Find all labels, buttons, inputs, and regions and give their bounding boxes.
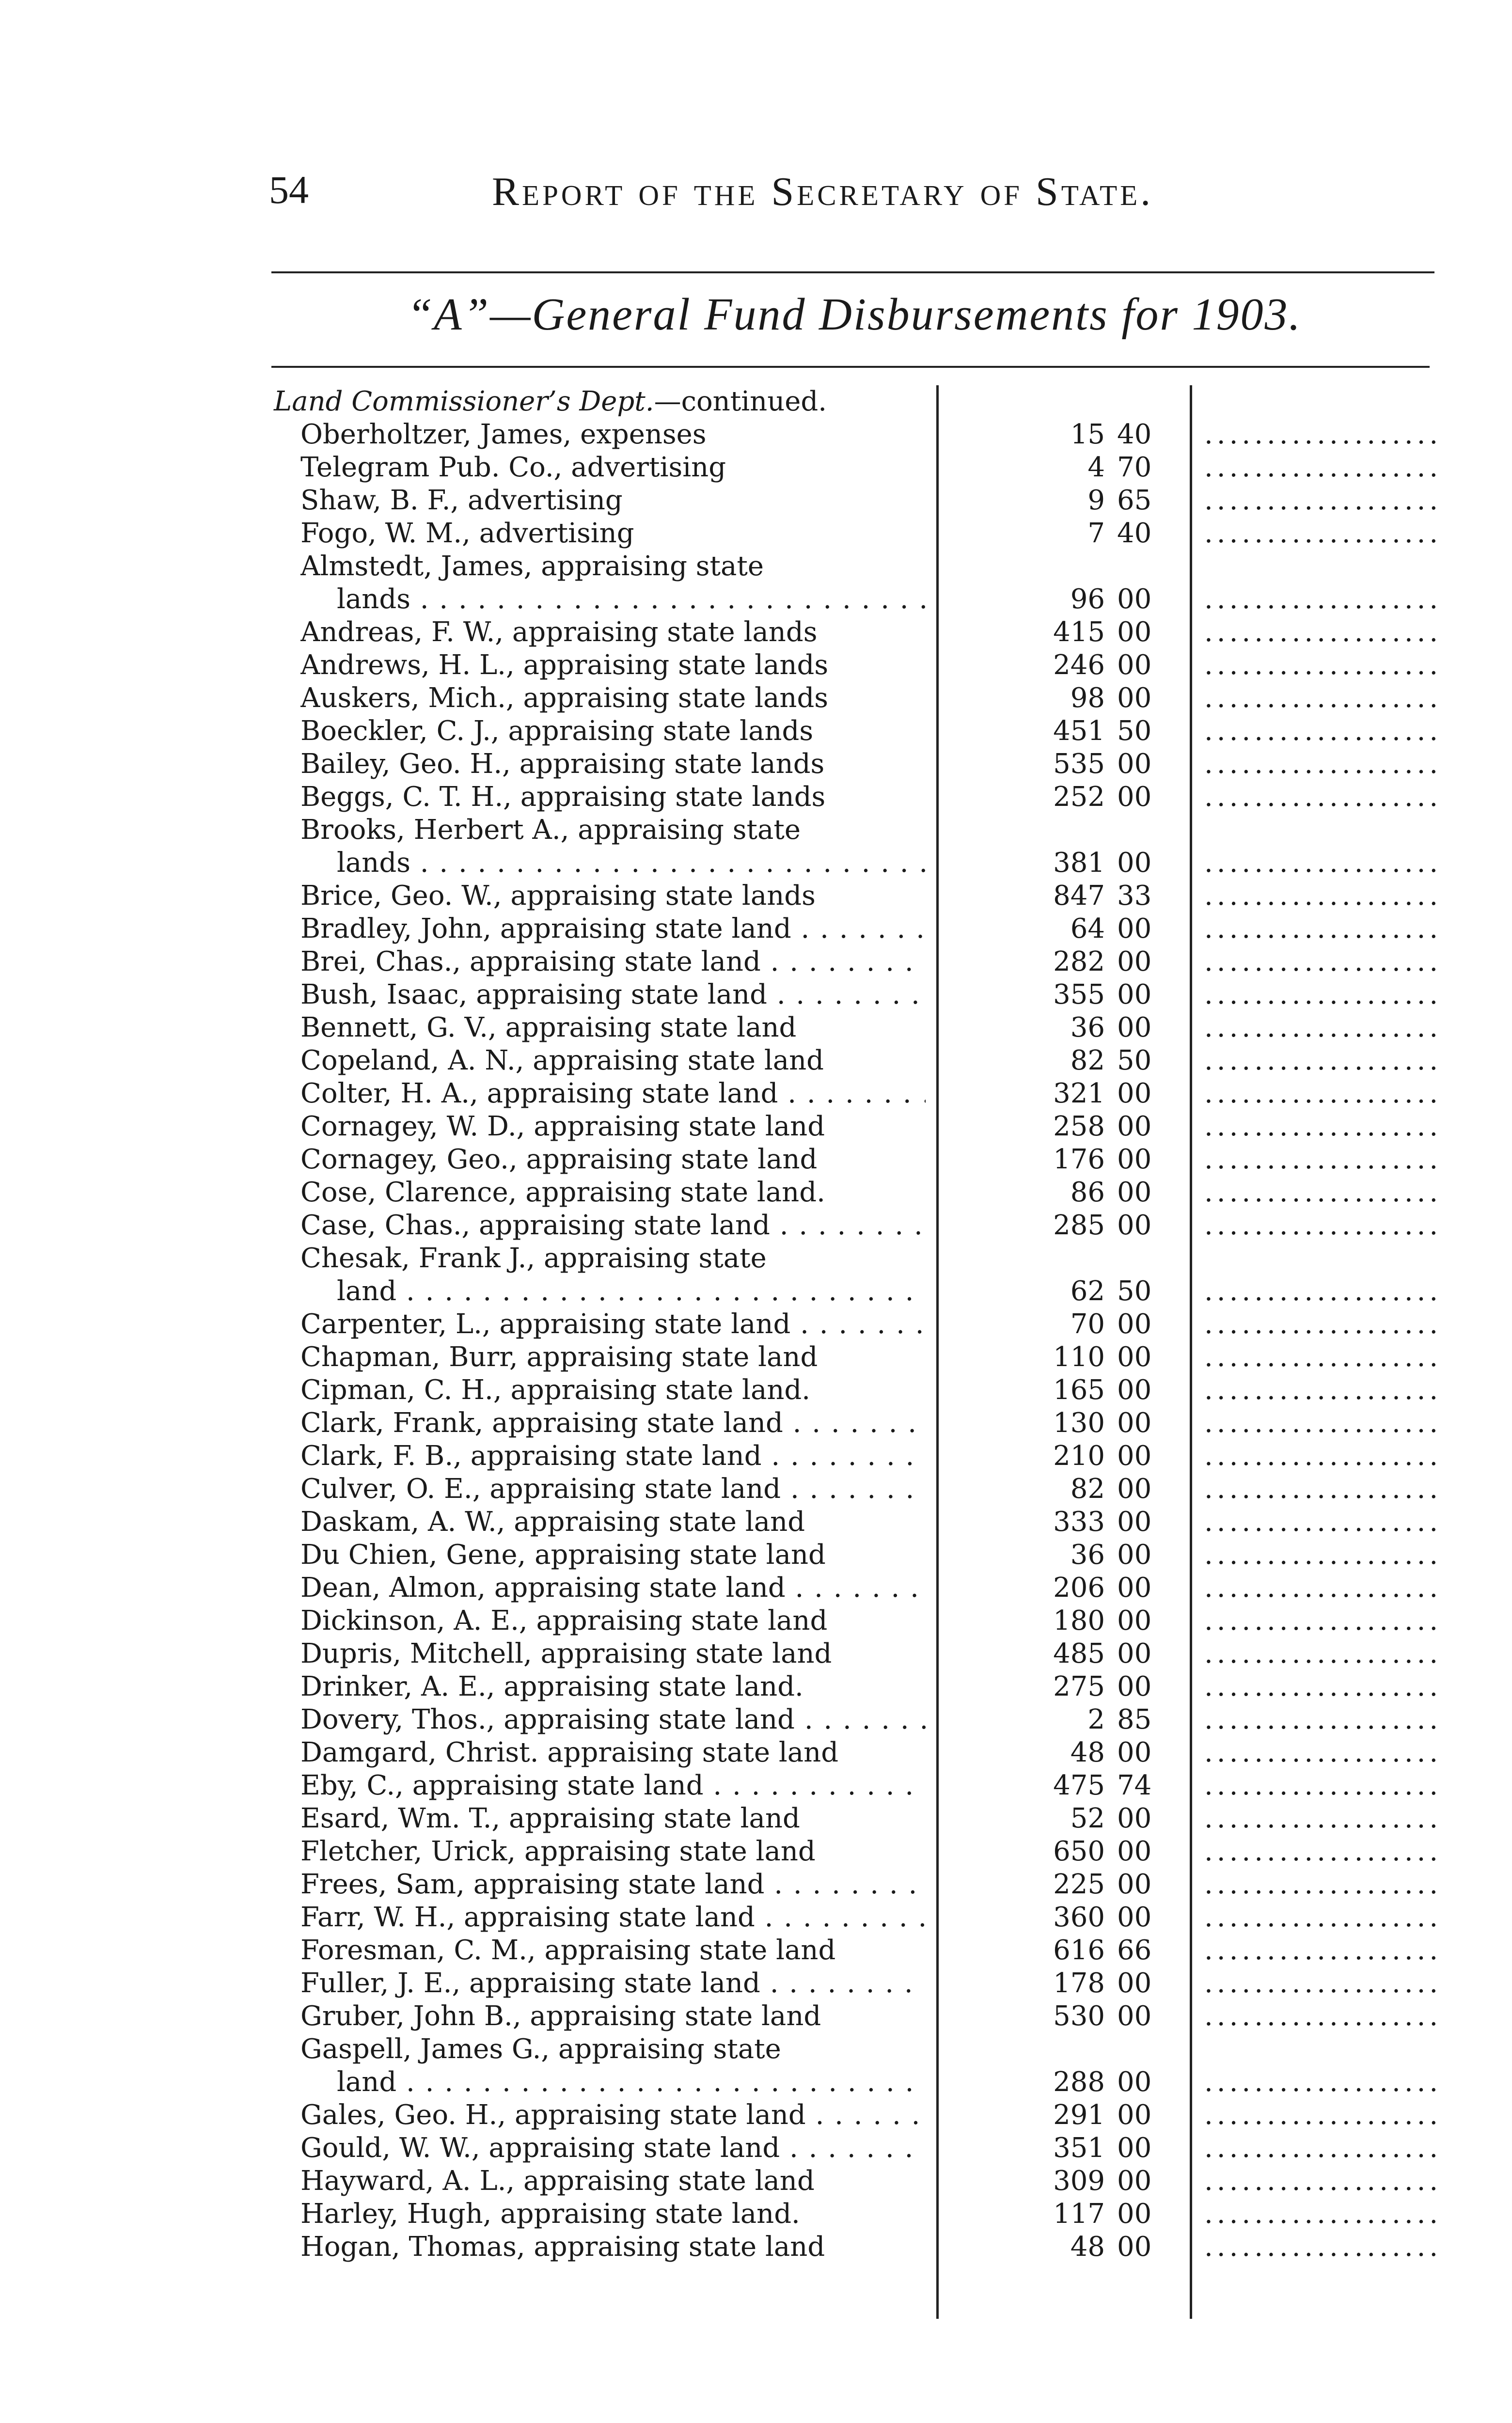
amount-cents: 00 (1117, 1374, 1152, 1406)
table-row (271, 978, 1434, 1011)
amount-dollars: 252 (1053, 781, 1105, 813)
amount-dollars: 48 (1070, 1737, 1105, 1768)
amount-dollars: 70 (1070, 1308, 1105, 1340)
amount-cents: 00 (1117, 1144, 1152, 1175)
payee-description: Bennett, G. V., appraising state land (300, 1012, 797, 1043)
section-heading-row (271, 385, 1434, 418)
payee-description: Bush, Isaac, appraising state land . . . (300, 978, 926, 1011)
total-column-leader (1204, 649, 1437, 682)
total-column-leader (1204, 517, 1437, 550)
payee-description: Brice, Geo. W., appraising state lands (300, 880, 816, 912)
amount-dollars: 288 (1053, 2066, 1105, 2098)
table-row (271, 2132, 1434, 2165)
payee-description-continued: lands . . . (337, 847, 926, 880)
total-column-leader (1204, 1868, 1437, 1901)
amount-cents: 40 (1117, 419, 1152, 450)
running-title: Report of the Secretary of State. (492, 169, 1154, 214)
amount-cents: 00 (1117, 2198, 1152, 2230)
amount-cents: 00 (1117, 748, 1152, 780)
table-row (271, 1176, 1434, 1209)
amount-dollars: 178 (1053, 1967, 1105, 1999)
table-row (271, 517, 1434, 550)
amount-dollars: 415 (1053, 616, 1105, 648)
amount-cents: 70 (1117, 452, 1152, 483)
table-row (271, 1473, 1434, 1506)
amount-dollars: 360 (1053, 1902, 1105, 1933)
table-row (271, 748, 1434, 781)
total-column-leader (1204, 451, 1437, 484)
total-column-leader (1204, 1143, 1437, 1176)
amount-cents: 00 (1117, 1836, 1152, 1867)
payee-description: Gould, W. W., appraising state land . . . (300, 2132, 926, 2165)
amount-cents: 00 (1117, 1902, 1152, 1933)
table-row (271, 1209, 1434, 1242)
payee-description: Drinker, A. E., appraising state land. (300, 1671, 803, 1702)
amount-cents: 00 (1117, 2231, 1152, 2263)
total-column-leader (1204, 1506, 1437, 1539)
payee-description: Clark, F. B., appraising state land . . . (300, 1440, 926, 1473)
amount-dollars: 130 (1053, 1407, 1105, 1439)
total-column-leader (1204, 1011, 1437, 1044)
payee-description: Cipman, C. H., appraising state land. (300, 1374, 811, 1406)
total-column-leader (1204, 1605, 1437, 1637)
total-column-leader (1204, 1967, 1437, 2000)
table-row (271, 484, 1434, 517)
page-header (269, 167, 1432, 230)
payee-description: Bailey, Geo. H., appraising state lands (300, 748, 825, 780)
payee-description-continued: land . . . (337, 2066, 926, 2099)
table-row (271, 1835, 1434, 1868)
amount-dollars: 650 (1053, 1836, 1105, 1867)
amount-dollars: 36 (1070, 1539, 1105, 1571)
payee-description: Damgard, Christ. appraising state land (300, 1737, 839, 1768)
table-row (271, 880, 1434, 913)
table-row (271, 649, 1434, 682)
table-row (271, 616, 1434, 649)
table-row (271, 1407, 1434, 1440)
payee-description: Brooks, Herbert A., appraising state (300, 814, 801, 846)
amount-cents: 00 (1117, 979, 1152, 1010)
amount-dollars: 381 (1053, 847, 1105, 879)
payee-description: Dovery, Thos., appraising state land . . . (300, 1703, 926, 1736)
table-row-continuation (271, 583, 1434, 616)
total-column-leader (1204, 1572, 1437, 1605)
amount-dollars: 210 (1053, 1440, 1105, 1472)
payee-description: Carpenter, L., appraising state land . . . (300, 1308, 926, 1341)
payee-description: Beggs, C. T. H., appraising state lands (300, 781, 826, 813)
payee-description: Brei, Chas., appraising state land . . . (300, 945, 926, 978)
payee-description: Harley, Hugh, appraising state land. (300, 2198, 800, 2230)
table-row (271, 682, 1434, 715)
table-row (271, 1736, 1434, 1769)
payee-description: Fogo, W. M., advertising (300, 518, 634, 549)
total-column-leader (1204, 748, 1437, 781)
total-column-leader (1204, 1110, 1437, 1143)
amount-dollars: 48 (1070, 2231, 1105, 2263)
payee-description: Chesak, Frank J., appraising state (300, 1243, 767, 1274)
table-row (271, 1374, 1434, 1407)
total-column-leader (1204, 978, 1437, 1011)
table-row (271, 1077, 1434, 1110)
total-column-leader (1204, 2132, 1437, 2165)
table-row (271, 1769, 1434, 1802)
payee-description: Boeckler, C. J., appraising state lands (300, 715, 814, 747)
amount-cents: 33 (1117, 880, 1152, 912)
amount-cents: 85 (1117, 1704, 1152, 1735)
total-column-leader (1204, 2198, 1437, 2231)
disbursement-table (271, 385, 1434, 2264)
amount-cents: 50 (1117, 1045, 1152, 1076)
amount-dollars: 64 (1070, 913, 1105, 944)
amount-cents: 00 (1117, 847, 1152, 879)
total-column-leader (1204, 1539, 1437, 1572)
total-column-leader (1204, 2099, 1437, 2132)
total-column-leader (1204, 945, 1437, 978)
total-column-leader (1204, 1703, 1437, 1736)
amount-dollars: 246 (1053, 649, 1105, 681)
entry-list (271, 418, 1434, 2264)
amount-cents: 00 (1117, 1177, 1152, 1208)
total-column-leader (1204, 1637, 1437, 1670)
amount-cents: 00 (1117, 2000, 1152, 2032)
payee-description: Dean, Almon, appraising state land . . . (300, 1572, 926, 1605)
amount-cents: 00 (1117, 649, 1152, 681)
table-row (271, 2099, 1434, 2132)
total-column-leader (1204, 616, 1437, 649)
amount-dollars: 82 (1070, 1045, 1105, 1076)
amount-cents: 00 (1117, 682, 1152, 714)
bottom-rule (271, 366, 1430, 368)
total-column-leader (1204, 418, 1437, 451)
amount-dollars: 616 (1053, 1935, 1105, 1966)
payee-description: Du Chien, Gene, appraising state land (300, 1539, 826, 1571)
table-row (271, 2165, 1434, 2198)
table-row (271, 1802, 1434, 1835)
total-column-leader (1204, 2231, 1437, 2264)
payee-description: Esard, Wm. T., appraising state land (300, 1803, 800, 1834)
amount-dollars: 4 (1087, 452, 1105, 483)
amount-cents: 00 (1117, 1638, 1152, 1669)
payee-description: Chapman, Burr, appraising state land (300, 1341, 818, 1373)
amount-dollars: 9 (1087, 485, 1105, 516)
top-rule (271, 271, 1434, 273)
table-row (271, 1572, 1434, 1605)
table-row-continuation (271, 1275, 1434, 1308)
amount-cents: 00 (1117, 1671, 1152, 1702)
total-column-leader (1204, 880, 1437, 913)
amount-cents: 00 (1117, 1407, 1152, 1439)
payee-description: Cornagey, W. D., appraising state land (300, 1111, 825, 1142)
total-column-leader (1204, 1275, 1437, 1308)
amount-cents: 00 (1117, 1111, 1152, 1142)
payee-description: Shaw, B. F., advertising (300, 485, 623, 516)
amount-dollars: 36 (1070, 1012, 1105, 1043)
total-column-leader (1204, 1934, 1437, 1967)
total-column-leader (1204, 847, 1437, 880)
amount-cents: 65 (1117, 485, 1152, 516)
amount-dollars: 351 (1053, 2132, 1105, 2164)
amount-dollars: 530 (1053, 2000, 1105, 2032)
amount-cents: 00 (1117, 781, 1152, 813)
payee-description: Hayward, A. L., appraising state land (300, 2165, 815, 2197)
amount-cents: 00 (1117, 1308, 1152, 1340)
table-row (271, 1605, 1434, 1637)
total-column-leader (1204, 2066, 1437, 2099)
table-row (271, 1637, 1434, 1670)
table-row (271, 1308, 1434, 1341)
payee-description: Andrews, H. L., appraising state lands (300, 649, 829, 681)
payee-description: Telegram Pub. Co., advertising (300, 452, 726, 483)
amount-cents: 00 (1117, 1737, 1152, 1768)
amount-cents: 66 (1117, 1935, 1152, 1966)
amount-dollars: 285 (1053, 1210, 1105, 1241)
amount-dollars: 110 (1053, 1341, 1105, 1373)
table-row (271, 1670, 1434, 1703)
amount-cents: 00 (1117, 1803, 1152, 1834)
payee-description: Dickinson, A. E., appraising state land (300, 1605, 828, 1636)
amount-cents: 50 (1117, 1275, 1152, 1307)
payee-description: Fletcher, Urick, appraising state land (300, 1836, 816, 1867)
payee-description: Gales, Geo. H., appraising state land . . . (300, 2099, 926, 2132)
amount-cents: 40 (1117, 518, 1152, 549)
amount-cents: 00 (1117, 1967, 1152, 1999)
payee-description: Cose, Clarence, appraising state land. (300, 1177, 825, 1208)
total-column-leader (1204, 1044, 1437, 1077)
section-heading (274, 385, 928, 418)
amount-cents: 00 (1117, 1012, 1152, 1043)
amount-cents: 00 (1117, 1605, 1152, 1636)
table-row (271, 1044, 1434, 1077)
table-row (271, 1506, 1434, 1539)
total-column-leader (1204, 682, 1437, 715)
amount-dollars: 451 (1053, 715, 1105, 747)
table-row (271, 1934, 1434, 1967)
amount-cents: 00 (1117, 616, 1152, 648)
amount-cents: 50 (1117, 715, 1152, 747)
total-column-leader (1204, 484, 1437, 517)
table-row (271, 1242, 1434, 1275)
amount-cents: 00 (1117, 2066, 1152, 2098)
total-column-leader (1204, 1769, 1437, 1802)
payee-description: Colter, H. A., appraising state land . . . (300, 1077, 926, 1110)
payee-description: Bradley, John, appraising state land . . . (300, 913, 926, 945)
total-column-leader (1204, 1736, 1437, 1769)
amount-dollars: 475 (1053, 1770, 1105, 1801)
payee-description: Frees, Sam, appraising state land . . . (300, 1868, 926, 1901)
amount-cents: 00 (1117, 1869, 1152, 1900)
amount-cents: 00 (1117, 1473, 1152, 1505)
amount-dollars: 321 (1053, 1078, 1105, 1109)
amount-dollars: 62 (1070, 1275, 1105, 1307)
payee-description: Fuller, J. E., appraising state land . . . (300, 1967, 926, 2000)
table-row (271, 1539, 1434, 1572)
table-row (271, 2000, 1434, 2033)
payee-description: Dupris, Mitchell, appraising state land (300, 1638, 832, 1669)
table-row (271, 945, 1434, 978)
total-column-leader (1204, 1440, 1437, 1473)
amount-cents: 00 (1117, 1440, 1152, 1472)
total-column-leader (1204, 781, 1437, 814)
table-row (271, 814, 1434, 847)
total-column-leader (1204, 1835, 1437, 1868)
amount-dollars: 291 (1053, 2099, 1105, 2131)
amount-dollars: 275 (1053, 1671, 1105, 1702)
table-row (271, 1110, 1434, 1143)
amount-dollars: 7 (1087, 518, 1105, 549)
total-column-leader (1204, 1473, 1437, 1506)
section-heading-italic: Land Commissioner’s Dept. (274, 386, 654, 417)
payee-description-continued: lands . . . (337, 583, 926, 616)
amount-dollars: 117 (1053, 2198, 1105, 2230)
table-row (271, 715, 1434, 748)
payee-description: Auskers, Mich., appraising state lands (300, 682, 829, 714)
amount-dollars: 355 (1053, 979, 1105, 1010)
amount-cents: 00 (1117, 583, 1152, 615)
payee-description: Oberholtzer, James, expenses (300, 419, 707, 450)
amount-dollars: 15 (1070, 419, 1105, 450)
amount-dollars: 180 (1053, 1605, 1105, 1636)
page-number: 54 (269, 168, 309, 212)
total-column-leader (1204, 1901, 1437, 1934)
table-row (271, 1703, 1434, 1736)
payee-description: Daskam, A. W., appraising state land (300, 1506, 805, 1538)
payee-description-continued: land . . . (337, 1275, 926, 1308)
payee-description: Farr, W. H., appraising state land . . . (300, 1901, 926, 1934)
total-column-leader (1204, 1077, 1437, 1110)
payee-description: Andreas, F. W., appraising state lands (300, 616, 818, 648)
table-row (271, 913, 1434, 945)
total-column-leader (1204, 715, 1437, 748)
amount-dollars: 86 (1070, 1177, 1105, 1208)
amount-dollars: 165 (1053, 1374, 1105, 1406)
amount-cents: 00 (1117, 2132, 1152, 2164)
amount-cents: 00 (1117, 946, 1152, 977)
payee-description: Foresman, C. M., appraising state land (300, 1935, 836, 1966)
table-row (271, 1967, 1434, 2000)
amount-cents: 74 (1117, 1770, 1152, 1801)
total-column-leader (1204, 913, 1437, 945)
total-column-leader (1204, 1374, 1437, 1407)
amount-cents: 00 (1117, 1078, 1152, 1109)
amount-cents: 00 (1117, 1572, 1152, 1604)
total-column-leader (1204, 1802, 1437, 1835)
table-row (271, 2198, 1434, 2231)
payee-description: Almstedt, James, appraising state (300, 551, 764, 582)
table-row (271, 418, 1434, 451)
payee-description: Eby, C., appraising state land . . . (300, 1769, 926, 1802)
amount-dollars: 96 (1070, 583, 1105, 615)
total-column-leader (1204, 2000, 1437, 2033)
table-row (271, 1011, 1434, 1044)
amount-dollars: 52 (1070, 1803, 1105, 1834)
amount-cents: 00 (1117, 1341, 1152, 1373)
total-column-leader (1204, 1209, 1437, 1242)
total-column-leader (1204, 1308, 1437, 1341)
amount-cents: 00 (1117, 913, 1152, 944)
payee-description: Gruber, John B., appraising state land (300, 2000, 821, 2032)
amount-cents: 00 (1117, 1506, 1152, 1538)
section-title: “A”—General Fund Disbursements for 1903. (407, 289, 1302, 340)
section-heading-rest: —continued. (654, 386, 827, 417)
amount-dollars: 206 (1053, 1572, 1105, 1604)
payee-description: Case, Chas., appraising state land . . . (300, 1209, 926, 1242)
table-row (271, 1901, 1434, 1934)
amount-dollars: 2 (1087, 1704, 1105, 1735)
amount-cents: 00 (1117, 2099, 1152, 2131)
payee-description: Copeland, A. N., appraising state land (300, 1045, 824, 1076)
table-row (271, 550, 1434, 583)
total-column-leader (1204, 1341, 1437, 1374)
amount-cents: 00 (1117, 1539, 1152, 1571)
table-row (271, 1868, 1434, 1901)
amount-dollars: 282 (1053, 946, 1105, 977)
table-row (271, 1440, 1434, 1473)
table-row (271, 451, 1434, 484)
payee-description: Cornagey, Geo., appraising state land (300, 1144, 818, 1175)
amount-dollars: 176 (1053, 1144, 1105, 1175)
total-column-leader (1204, 583, 1437, 616)
table-row (271, 2231, 1434, 2264)
amount-cents: 00 (1117, 2165, 1152, 2197)
total-column-leader (1204, 1670, 1437, 1703)
amount-dollars: 309 (1053, 2165, 1105, 2197)
total-column-leader (1204, 1407, 1437, 1440)
amount-dollars: 847 (1053, 880, 1105, 912)
amount-dollars: 98 (1070, 682, 1105, 714)
amount-dollars: 333 (1053, 1506, 1105, 1538)
table-row (271, 1143, 1434, 1176)
table-row (271, 1341, 1434, 1374)
payee-description: Clark, Frank, appraising state land . . . (300, 1407, 926, 1440)
table-row-continuation (271, 847, 1434, 880)
payee-description: Culver, O. E., appraising state land . . . (300, 1473, 926, 1506)
amount-dollars: 535 (1053, 748, 1105, 780)
table-row (271, 781, 1434, 814)
amount-dollars: 258 (1053, 1111, 1105, 1142)
total-column-leader (1204, 2165, 1437, 2198)
table-row (271, 2033, 1434, 2066)
amount-dollars: 82 (1070, 1473, 1105, 1505)
total-column-leader (1204, 1176, 1437, 1209)
amount-cents: 00 (1117, 1210, 1152, 1241)
amount-dollars: 485 (1053, 1638, 1105, 1669)
amount-dollars: 225 (1053, 1869, 1105, 1900)
payee-description: Gaspell, James G., appraising state (300, 2033, 781, 2065)
table-row-continuation (271, 2066, 1434, 2099)
payee-description: Hogan, Thomas, appraising state land (300, 2231, 825, 2263)
